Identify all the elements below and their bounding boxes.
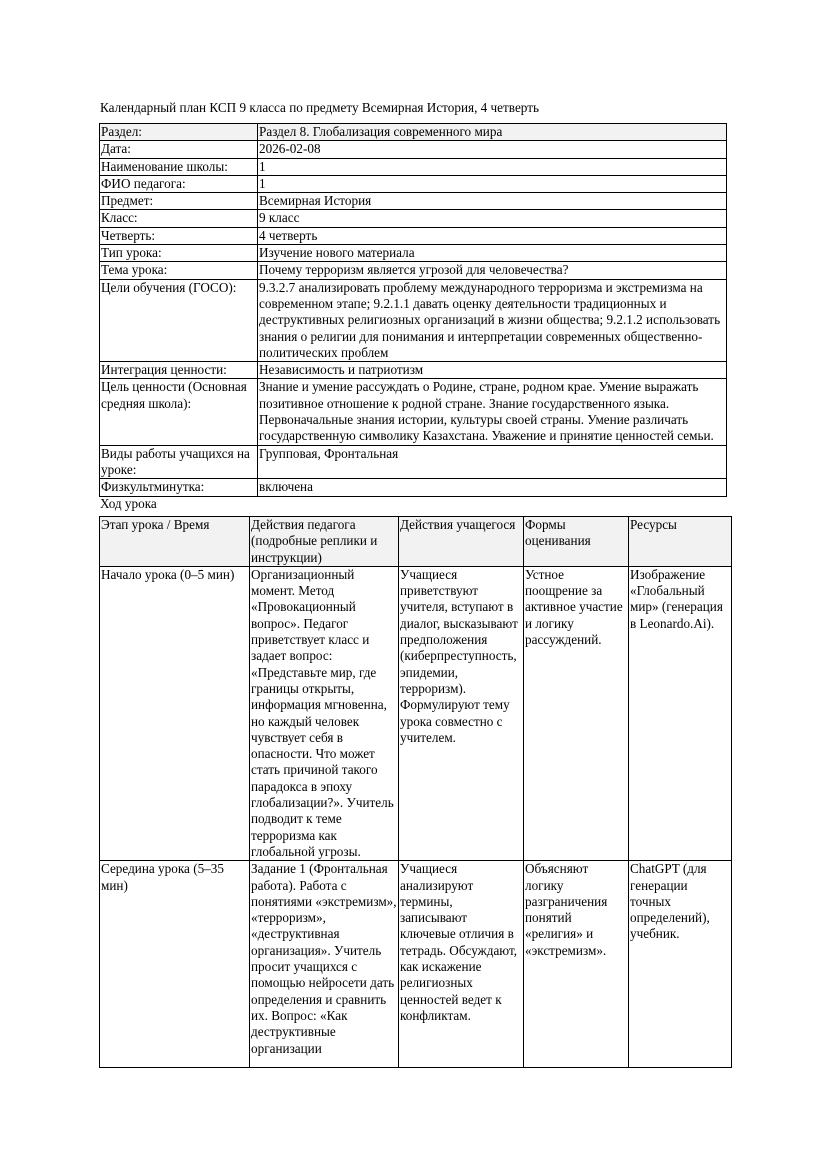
meta-value: 4 четверть (258, 227, 727, 244)
lesson-meta-table (99, 123, 727, 497)
meta-value: 2026-02-08 (258, 141, 727, 158)
assessment-cell: Объясняют логику разграничения понятий «религия» и «экстремизм». (524, 861, 629, 1068)
meta-label: Тип урока: (100, 245, 258, 262)
assessment-cell: Устное поощрение за активное участие и логику рассуждений. (524, 566, 629, 860)
meta-row (100, 445, 727, 479)
document-title: Календарный план КСП 9 класса по предмету Всемирная История, 4 четверть (100, 100, 539, 115)
meta-row (100, 193, 727, 210)
meta-row (100, 141, 727, 158)
meta-row (100, 175, 727, 192)
meta-row (100, 245, 727, 262)
meta-row (100, 279, 727, 361)
column-header: Действия учащегося (399, 517, 524, 567)
column-header: Формы оценивания (524, 517, 629, 567)
meta-label: Виды работы учащихся на уроке: (100, 445, 258, 479)
resources-cell: Изображение «Глобальный мир» (генерация в Leonardo.Ai). (629, 566, 732, 860)
meta-value: Знание и умение рассуждать о Родине, стране, родном крае. Умение выражать позитивное отношение к родной стране. Знание государственного языка. Первоначальные знания истории, культуры своей страны. Умение различать государственную символику Казахстана. Уважение и принятие ценностей семьи. (258, 379, 727, 445)
meta-label: Класс: (100, 210, 258, 227)
meta-label: Тема урока: (100, 262, 258, 279)
meta-value: 1 (258, 175, 727, 192)
meta-value: 1 (258, 158, 727, 175)
meta-row (100, 227, 727, 244)
column-header: Ресурсы (629, 517, 732, 567)
meta-label: Цели обучения (ГОСО): (100, 279, 258, 361)
meta-row (100, 124, 727, 141)
meta-row (100, 479, 727, 496)
meta-value: Изучение нового материала (258, 245, 727, 262)
meta-row (100, 362, 727, 379)
meta-label: Интеграция ценности: (100, 362, 258, 379)
student-actions-cell: Учащиеся приветствуют учителя, вступают в диалог, высказывают предположения (киберпреступность, эпидемии, терроризм). Формулируют тему урока совместно с учителем. (399, 566, 524, 860)
meta-value: Групповая, Фронтальная (258, 445, 727, 479)
table-row (100, 861, 732, 1068)
meta-value: Всемирная История (258, 193, 727, 210)
column-header: Действия педагога (подробные реплики и инструкции) (250, 517, 399, 567)
meta-row (100, 379, 727, 445)
meta-label: Дата: (100, 141, 258, 158)
meta-label: Цель ценности (Основная средняя школа): (100, 379, 258, 445)
meta-label: Раздел: (100, 124, 258, 141)
meta-label: ФИО педагога: (100, 175, 258, 192)
table-header-row (100, 517, 732, 567)
meta-value: Почему терроризм является угрозой для человечества? (258, 262, 727, 279)
column-header: Этап урока / Время (100, 517, 250, 567)
table-row (100, 566, 732, 860)
teacher-actions-cell: Организационный момент. Метод «Провокационный вопрос». Педагог приветствует класс и задает вопрос: «Представьте мир, где границы открыты, информация мгновенна, но каждый человек чувствует себя в опасности. Что может стать причиной такого парадокса в эпоху глобализации?». Учитель подводит к теме терроризма как глобальной угрозы. (250, 566, 399, 860)
meta-row (100, 262, 727, 279)
student-actions-cell: Учащиеся анализируют термины, записывают ключевые отличия в тетрадь. Обсуждают, как искажение религиозных ценностей ведет к конфликтам. (399, 861, 524, 1068)
meta-value: включена (258, 479, 727, 496)
lesson-progress-table (99, 516, 732, 1068)
teacher-actions-cell: Задание 1 (Фронтальная работа). Работа с понятиями «экстремизм», «терроризм», «деструктивная организация». Учитель просит учащихся с помощью нейросети дать определения и сравнить их. Вопрос: «Как деструктивные организации (250, 861, 399, 1068)
resources-cell: ChatGPT (для генерации точных определений), учебник. (629, 861, 732, 1068)
meta-label: Четверть: (100, 227, 258, 244)
meta-label: Физкультминутка: (100, 479, 258, 496)
meta-row (100, 210, 727, 227)
meta-label: Наименование школы: (100, 158, 258, 175)
meta-value: Независимость и патриотизм (258, 362, 727, 379)
stage-cell: Середина урока (5–35 мин) (100, 861, 250, 1068)
lesson-progress-heading: Ход урока (100, 496, 157, 511)
meta-label: Предмет: (100, 193, 258, 210)
stage-cell: Начало урока (0–5 мин) (100, 566, 250, 860)
meta-value: 9.3.2.7 анализировать проблему международного терроризма и экстремизма на современном этапе; 9.2.1.1 давать оценку деятельности традиционных и деструктивных религиозных организаций в жизни общества; 9.2.1.2 использовать знания о религии для понимания и интерпретации современных общественно-политических проблем (258, 279, 727, 361)
meta-value: 9 класс (258, 210, 727, 227)
meta-row (100, 158, 727, 175)
meta-value: Раздел 8. Глобализация современного мира (258, 124, 727, 141)
